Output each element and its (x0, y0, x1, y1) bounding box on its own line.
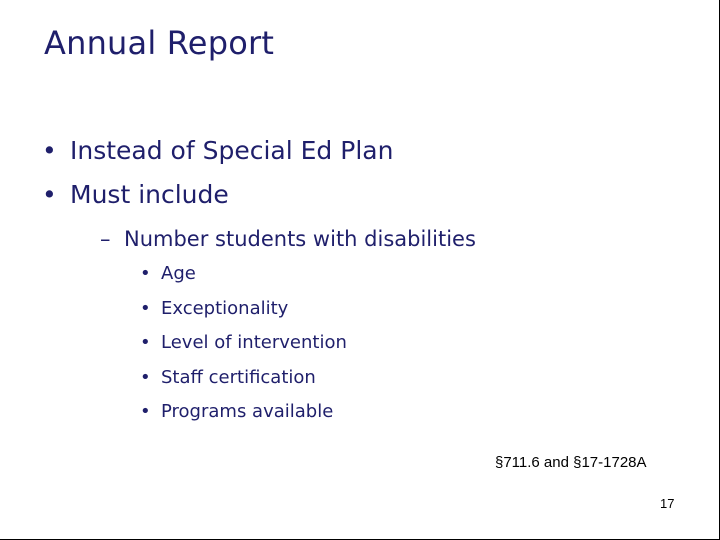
bullet-text: Must include (70, 180, 229, 209)
bullet-icon: • (42, 136, 57, 165)
bullet-icon: • (140, 298, 151, 319)
bullet-1 (42, 136, 393, 165)
sub-sub-bullet-text: Exceptionality (161, 298, 289, 319)
sub-sub-bullet-3 (140, 332, 347, 353)
bullet-icon: • (140, 367, 151, 388)
sub-sub-bullet-text: Staff certification (161, 367, 316, 388)
sub-sub-bullet-text: Age (161, 263, 196, 284)
sub-sub-bullet-1 (140, 263, 196, 284)
dash-icon: – (100, 227, 111, 251)
sub-bullet-text: Number students with disabilities (124, 227, 476, 251)
page-number: 17 (660, 496, 675, 511)
sub-sub-bullet-text: Programs available (161, 401, 334, 422)
bullet-icon: • (42, 180, 57, 209)
sub-bullet (100, 227, 476, 251)
bullet-text: Instead of Special Ed Plan (70, 136, 394, 165)
sub-sub-bullet-2 (140, 298, 288, 319)
sub-sub-bullet-text: Level of intervention (161, 332, 347, 353)
bullet-icon: • (140, 263, 151, 284)
sub-sub-bullet-4 (140, 367, 316, 388)
reference-citation: §711.6 and §17-1728A (495, 454, 647, 471)
bullet-2 (42, 180, 229, 209)
sub-sub-bullet-5 (140, 401, 333, 422)
bullet-icon: • (140, 401, 151, 422)
slide-title: Annual Report (44, 24, 275, 62)
bullet-icon: • (140, 332, 151, 353)
